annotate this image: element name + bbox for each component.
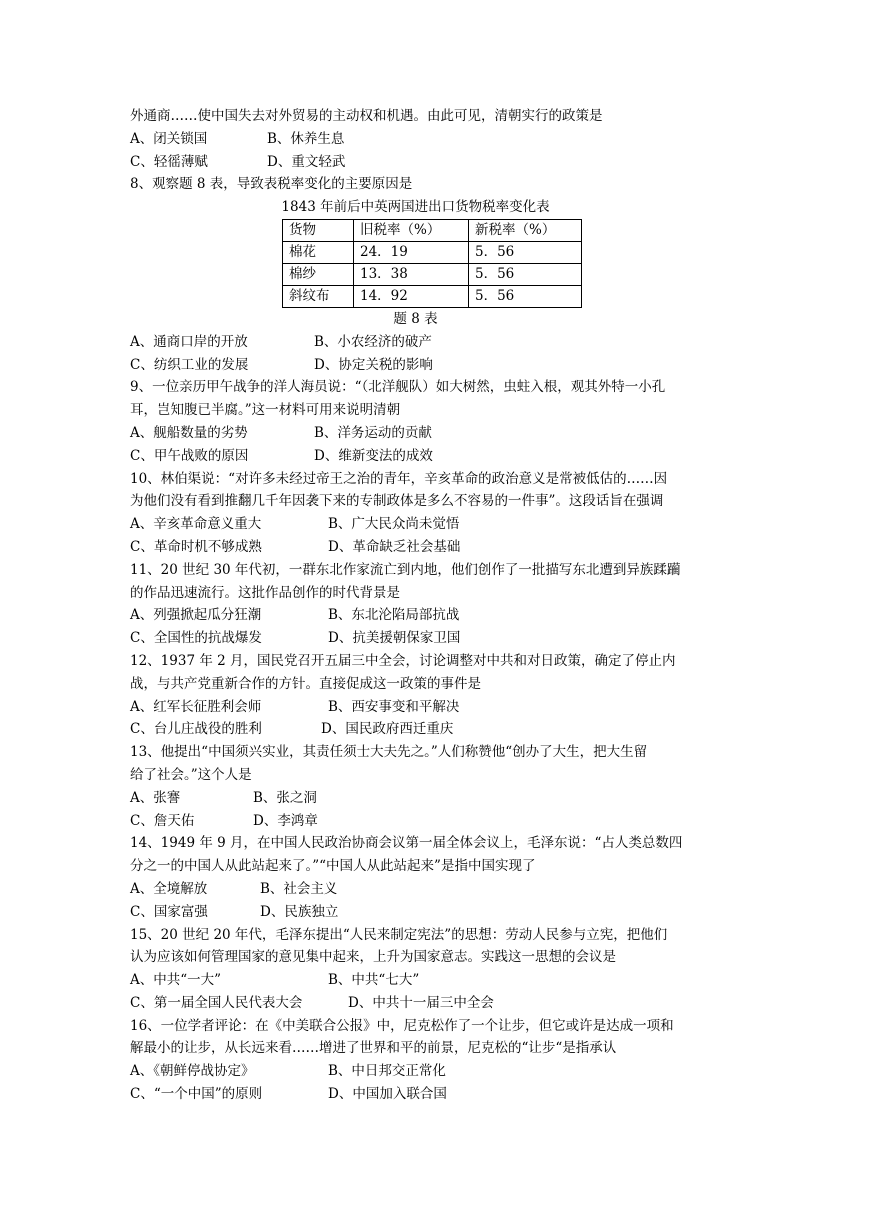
option-c[interactable]: C、全国性的抗战爆发 — [130, 630, 262, 647]
option-d[interactable]: D、协定关税的影响 — [314, 356, 433, 373]
option-b[interactable]: B、西安事变和平解决 — [328, 698, 460, 715]
option-row — [130, 513, 745, 536]
option-a[interactable]: A、通商口岸的开放 — [130, 333, 248, 350]
option-row — [130, 422, 745, 445]
table-cell: 棉纱 — [283, 263, 354, 285]
question-10-stem: 为他们没有看到推翻几千年因袭下来的专制政体是多么不容易的一件事”。这段话旨在强调 — [130, 493, 664, 510]
exam-page — [130, 105, 745, 1106]
option-row — [130, 1060, 745, 1083]
table-cell: 5．56 — [469, 241, 582, 263]
option-b[interactable]: B、中共“七大” — [328, 972, 420, 989]
option-row — [130, 969, 745, 992]
option-row — [130, 992, 745, 1015]
option-row — [130, 128, 745, 151]
option-b[interactable]: B、中日邦交正常化 — [328, 1063, 446, 1080]
table-row — [283, 285, 582, 307]
question-11-stem: 的作品迅速流行。这批作品创作的时代背景是 — [130, 584, 400, 601]
table-header-cell: 旧税率（%） — [354, 219, 469, 241]
option-c[interactable]: C、轻徭薄赋 — [130, 153, 208, 170]
table-cell: 5．56 — [469, 285, 582, 307]
option-row — [130, 445, 745, 468]
question-9-stem: 耳，岂知腹已半腐。”这一材料可用来说明清朝 — [130, 402, 401, 419]
option-b[interactable]: B、休养生息 — [267, 130, 345, 147]
question-14-stem: 分之一的中国人从此站起来了。”“中国人从此站起来”是指中国实现了 — [130, 858, 536, 875]
tax-rate-table — [282, 219, 582, 308]
option-b[interactable]: B、洋务运动的贡献 — [314, 424, 432, 441]
table-cell: 棉花 — [283, 241, 354, 263]
option-a[interactable]: A、全境解放 — [130, 880, 208, 897]
option-row — [130, 627, 745, 650]
question-10-stem: 10、林伯渠说：“对许多未经过帝王之治的青年，辛亥革命的政治意义是常被低估的……因 — [130, 470, 668, 487]
option-c[interactable]: C、台儿庄战役的胜利 — [130, 721, 262, 738]
question-16-stem: 16、一位学者评论：在《中美联合公报》中，尼克松作了一个让步，但它或许是达成一项和 — [130, 1017, 674, 1034]
question-16-stem: 解最小的让步，从长远来看……增进了世界和平的前景，尼克松的“让步“是指承认 — [130, 1040, 617, 1057]
option-row — [130, 696, 745, 719]
table-cell: 13．38 — [354, 263, 469, 285]
option-b[interactable]: B、广大民众尚未觉悟 — [328, 516, 460, 533]
table-row — [283, 263, 582, 285]
option-d[interactable]: D、重文轻武 — [267, 153, 346, 170]
option-d[interactable]: D、中共十一届三中全会 — [348, 994, 494, 1011]
option-d[interactable]: D、中国加入联合国 — [328, 1086, 447, 1103]
option-c[interactable]: C、革命时机不够成熟 — [130, 538, 262, 555]
option-b[interactable]: B、东北沦陷局部抗战 — [328, 607, 460, 624]
option-d[interactable]: D、李鸿章 — [253, 812, 318, 829]
option-row — [130, 354, 745, 377]
option-c[interactable]: C、第一届全国人民代表大会 — [130, 994, 303, 1011]
option-c[interactable]: C、詹天佑 — [130, 812, 195, 829]
question-12-stem: 12、1937 年 2 月，国民党召开五届三中全会，讨论调整对中共和对日政策，确定了停止内 — [130, 652, 676, 669]
option-a[interactable]: A、红军长征胜利会师 — [130, 698, 262, 715]
option-d[interactable]: D、国民政府西迁重庆 — [321, 721, 454, 738]
option-a[interactable]: A、中共“一大” — [130, 972, 222, 989]
option-row — [130, 810, 745, 833]
option-a[interactable]: A、《朝鲜停战协定》 — [130, 1063, 255, 1080]
option-c[interactable]: C、甲午战败的原因 — [130, 447, 249, 464]
option-c[interactable]: C、国家富强 — [130, 903, 208, 920]
option-row — [130, 604, 745, 627]
option-d[interactable]: D、民族独立 — [260, 903, 339, 920]
option-row — [130, 151, 745, 174]
question-12-stem: 战，与共产党重新合作的方针。直接促成这一政策的事件是 — [130, 675, 481, 692]
option-a[interactable]: A、列强掀起瓜分狂潮 — [130, 607, 262, 624]
option-c[interactable]: C、“一个中国”的原则 — [130, 1086, 263, 1103]
option-row — [130, 901, 745, 924]
option-row — [130, 1083, 745, 1106]
option-row — [130, 718, 745, 741]
option-b[interactable]: B、张之洞 — [253, 789, 317, 806]
table-header-row — [283, 219, 582, 241]
option-d[interactable]: D、革命缺乏社会基础 — [328, 538, 461, 555]
option-a[interactable]: A、闭关锁国 — [130, 130, 208, 147]
option-a[interactable]: A、舰船数量的劣势 — [130, 424, 248, 441]
option-d[interactable]: D、抗美援朝保家卫国 — [328, 630, 461, 647]
option-row — [130, 878, 745, 901]
table-cell: 斜纹布 — [283, 285, 354, 307]
option-c[interactable]: C、纺织工业的发展 — [130, 356, 249, 373]
question-13-stem: 13、他提出“中国须兴实业，其责任须士大夫先之。”人们称赞他“创办了大生，把大生留 — [130, 744, 648, 761]
question-8-stem: 8、观察题 8 表，导致表税率变化的主要原因是 — [130, 176, 413, 193]
option-d[interactable]: D、维新变法的成效 — [314, 447, 433, 464]
option-row — [130, 787, 745, 810]
question-9-stem: 9、一位亲历甲午战争的洋人海员说：“（北洋舰队）如大树然，虫蛀入根，观其外特一小孔 — [130, 379, 666, 396]
question-11-stem: 11、20 世纪 30 年代初，一群东北作家流亡到内地，他们创作了一批描写东北遭到异族蹂躏 — [130, 561, 681, 578]
question-15-stem: 15、20 世纪 20 年代，毛泽东提出“人民来制定宪法”的思想：劳动人民参与立宪，把他们 — [130, 926, 668, 943]
question-7-stem-end: 外通商……使中国失去对外贸易的主动权和机遇。由此可见，清朝实行的政策是 — [130, 108, 603, 124]
option-a[interactable]: A、辛亥革命意义重大 — [130, 516, 262, 533]
table-cell: 24．19 — [354, 241, 469, 263]
table-header-cell: 货物 — [283, 219, 354, 241]
option-b[interactable]: B、小农经济的破产 — [314, 333, 432, 350]
table-caption: 题 8 表 — [393, 310, 438, 327]
option-b[interactable]: B、社会主义 — [260, 880, 338, 897]
table-header-cell: 新税率（%） — [469, 219, 582, 241]
option-a[interactable]: A、张謇 — [130, 789, 181, 806]
option-row — [130, 331, 745, 354]
table-cell: 5．56 — [469, 263, 582, 285]
table-cell: 14．92 — [354, 285, 469, 307]
table-title: 1843 年前后中英两国进出口货物税率变化表 — [281, 199, 550, 216]
table-row — [283, 241, 582, 263]
question-14-stem: 14、1949 年 9 月，在中国人民政治协商会议第一届全体会议上，毛泽东说：“占人类总数四 — [130, 835, 683, 852]
question-15-stem: 认为应该如何管理国家的意见集中起来，上升为国家意志。实践这一思想的会议是 — [130, 949, 616, 966]
question-13-stem: 给了社会。”这个人是 — [130, 766, 252, 783]
option-row — [130, 536, 745, 559]
